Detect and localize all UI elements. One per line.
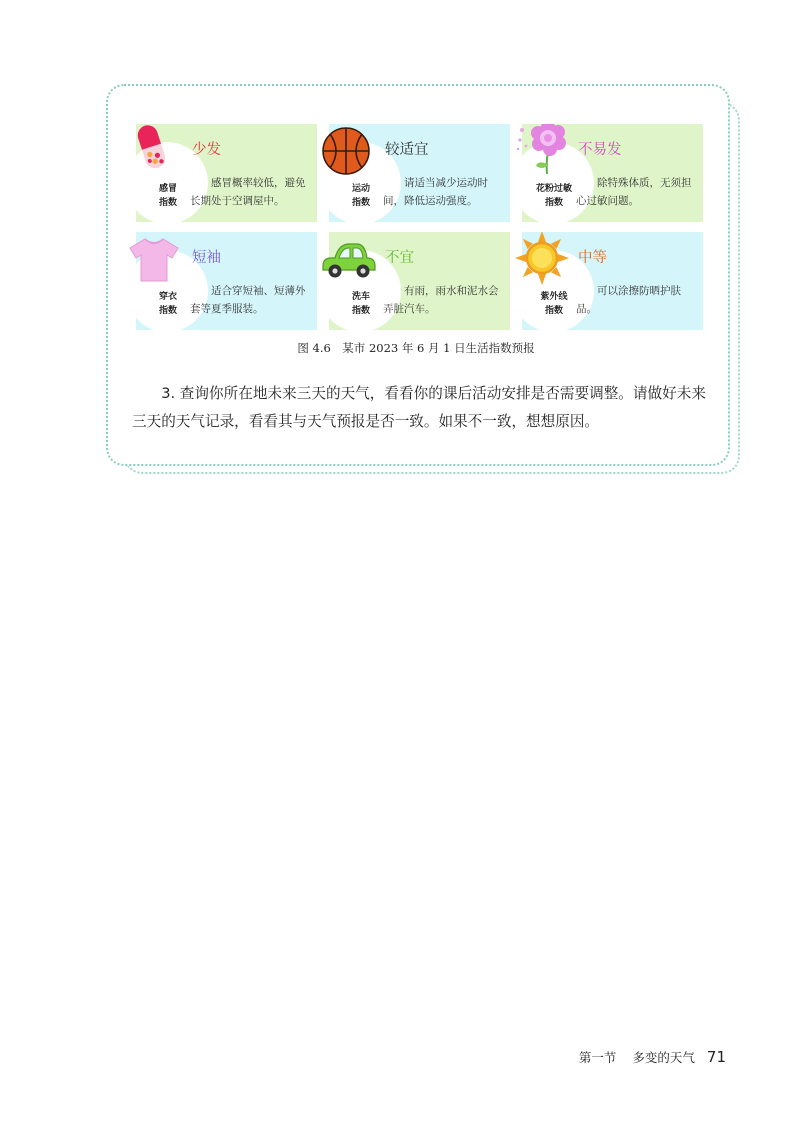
sun-icon	[514, 232, 570, 286]
footer-section: 第一节	[578, 1050, 617, 1065]
footer-title: 多变的天气	[632, 1050, 695, 1065]
status-sport: 较适宜	[385, 142, 429, 158]
desc-sport: 请适当减少运动时间，降低运动强度。	[383, 177, 488, 207]
status-carwash: 不宜	[385, 250, 414, 266]
card-sport-index	[319, 124, 510, 222]
car-icon	[319, 236, 377, 280]
pill-capsule-icon	[132, 124, 176, 174]
card-clothing-index	[126, 232, 317, 330]
figure-caption: 图 4.6 某市 2023 年 6 月 1 日生活指数预报	[297, 341, 535, 355]
status-uv: 中等	[578, 250, 607, 266]
label-clothing: 穿衣 指数	[158, 292, 177, 316]
tshirt-icon	[128, 236, 180, 284]
page-number: 71	[706, 1048, 726, 1066]
activity-paragraph: 3. 查询你所在地未来三天的天气，看看你的课后活动安排是否需要调整。请做好未来三天的天气记录，看看其与天气预报是否一致。如果不一致，想想原因。	[132, 385, 706, 430]
desc-cold: 感冒概率较低，避免长期处于空调屋中。	[190, 177, 306, 207]
desc-pollen: 除特殊体质，无须担心过敏问题。	[576, 177, 692, 207]
status-cold: 少发	[192, 142, 221, 158]
card-pollen-index	[512, 124, 703, 222]
status-pollen: 不易发	[578, 142, 622, 158]
label-carwash: 洗车 指数	[351, 292, 370, 316]
desc-clothing: 适合穿短袖、短薄外套等夏季服装。	[190, 285, 306, 315]
desc-uv: 可以涂擦防晒护肤品。	[576, 285, 681, 315]
basketball-icon	[321, 126, 371, 176]
label-cold: 感冒 指数	[158, 184, 177, 208]
page-footer	[579, 1048, 726, 1066]
card-cold-index	[126, 124, 317, 222]
flower-icon	[514, 124, 574, 176]
card-carwash-index	[319, 232, 510, 330]
label-pollen: 花粉过敏 指数	[535, 184, 572, 208]
status-clothing: 短袖	[192, 250, 221, 266]
card-uv-index	[512, 232, 703, 330]
desc-carwash: 有雨，雨水和泥水会弄脏汽车。	[383, 285, 499, 315]
label-sport: 运动 指数	[351, 184, 370, 208]
label-uv: 紫外线 指数	[540, 292, 568, 316]
